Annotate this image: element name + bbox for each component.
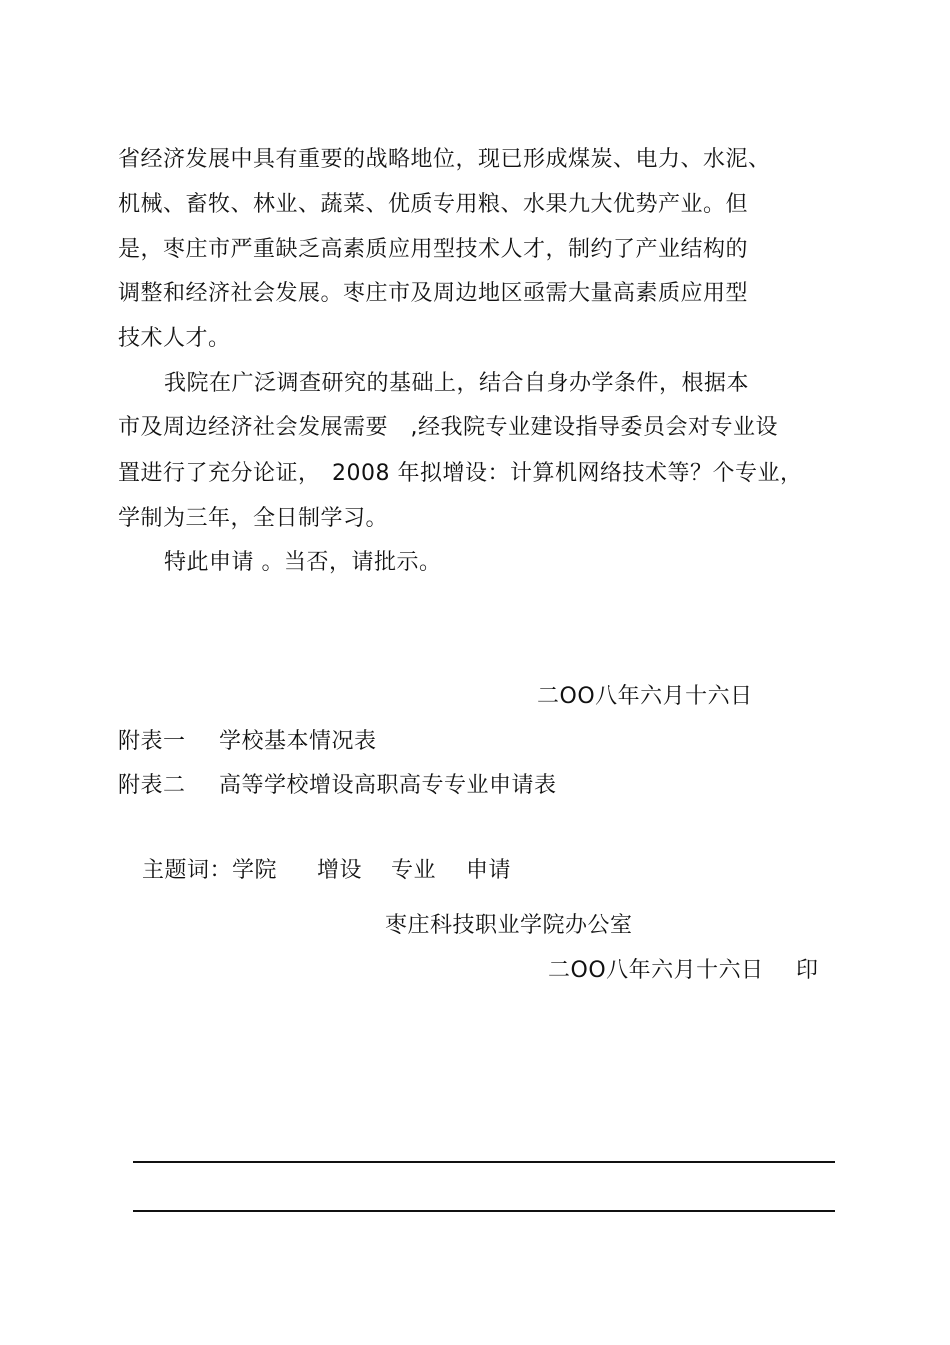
keyword-item: 专业	[391, 858, 437, 883]
body-line: 我院在广泛调查研究的基础上，结合自身办学条件，根据本	[164, 371, 750, 396]
attachment-title: 高等学校增设高职高专专业申请表	[219, 773, 557, 798]
body-line: 技术人才。	[118, 326, 231, 351]
body-line: 置进行了充分论证， 2008 年拟增设：计算机网络技术等？个专业，	[118, 461, 803, 486]
body-line: 调整和经济社会发展。枣庄市及周边地区亟需大量高素质应用型	[118, 281, 749, 306]
keyword-item: 申请	[466, 858, 512, 883]
keyword-item: 增设	[317, 858, 363, 883]
divider-line	[133, 1161, 835, 1163]
signature-date: 二OO八年六月十六日	[537, 684, 753, 709]
body-line: 是，枣庄市严重缺乏高素质应用型技术人才，制约了产业结构的	[118, 237, 749, 262]
issuer-name: 枣庄科技职业学院办公室	[385, 913, 633, 938]
attachment-label: 附表一	[118, 729, 186, 754]
body-line: 市及周边经济社会发展需要 ,经我院专业建设指导委员会对专业设	[118, 415, 778, 440]
attachment-title: 学校基本情况表	[219, 729, 377, 754]
keywords-label: 主题词：	[142, 858, 233, 883]
body-line: 机械、畜牧、林业、蔬菜、优质专用粮、水果九大优势产业。但	[118, 192, 749, 217]
body-line: 学制为三年，全日制学习。	[118, 506, 389, 531]
keyword-item: 学院	[232, 858, 278, 883]
seal-mark: 印	[796, 958, 819, 983]
attachment-label: 附表二	[118, 773, 186, 798]
body-line: 特此申请 。当否，请批示。	[164, 550, 442, 575]
divider-line	[133, 1210, 835, 1212]
body-line: 省经济发展中具有重要的战略地位，现已形成煤炭、电力、水泥、	[118, 147, 771, 172]
issue-date: 二OO八年六月十六日	[548, 958, 764, 983]
